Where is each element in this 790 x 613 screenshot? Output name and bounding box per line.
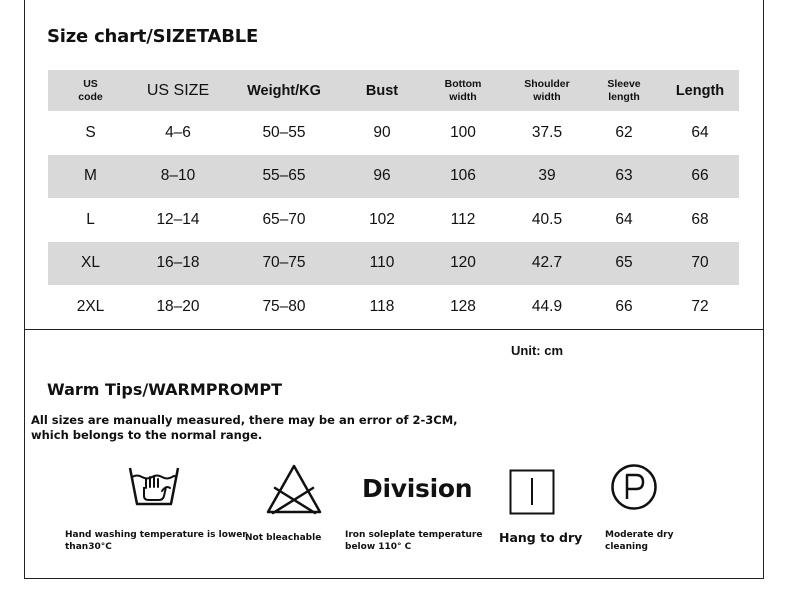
- no-bleach-icon: [265, 463, 323, 515]
- iron-caption: [345, 529, 482, 553]
- cell-code: L: [86, 210, 95, 228]
- warm-tips-title: Warm Tips/WARMPROMPT: [47, 380, 282, 399]
- measurement-note-line1: All sizes are manually measured, there may be an error of 2-3CM,: [31, 413, 458, 427]
- cell-shoulder: 42.7: [531, 254, 563, 272]
- division-label: Division: [362, 474, 473, 503]
- cell-length: 68: [691, 210, 709, 228]
- cell-bust: 102: [369, 210, 395, 228]
- table-header-row: [48, 70, 739, 111]
- cell-bust: 90: [373, 123, 391, 141]
- dry-clean-icon: [610, 463, 658, 511]
- dry-clean-caption-line1: Moderate dry: [605, 530, 674, 540]
- cell-bottom: 120: [450, 254, 476, 272]
- cell-us-size: 4–6: [165, 123, 191, 141]
- hang-dry-caption: Hang to dry: [499, 530, 583, 545]
- cell-sleeve: 64: [615, 210, 633, 228]
- cell-code: M: [84, 167, 97, 185]
- cell-weight: 65–70: [262, 210, 306, 228]
- header-shoulder-width-label: Shoulder width: [524, 77, 570, 103]
- cell-shoulder: 37.5: [531, 123, 563, 141]
- header-sleeve-length-label: Sleeve length: [607, 77, 641, 103]
- size-chart-title: Size chart/SIZETABLE: [47, 26, 259, 47]
- cell-sleeve: 66: [615, 297, 633, 315]
- no-bleach-caption: Not bleachable: [245, 533, 322, 543]
- header-sleeve-length: [587, 70, 661, 111]
- dry-clean-caption: [605, 529, 673, 553]
- cell-us-size: 8–10: [160, 167, 196, 185]
- cell-weight: 55–65: [262, 167, 306, 185]
- cell-code: 2XL: [76, 297, 105, 315]
- cell-shoulder: 39: [538, 167, 556, 185]
- measurement-note-line2: which belongs to the normal range.: [31, 428, 263, 442]
- unit-label: Unit: cm: [511, 343, 563, 358]
- cell-bust: 110: [369, 254, 395, 272]
- cell-bottom: 128: [450, 297, 476, 315]
- cell-sleeve: 63: [615, 167, 633, 185]
- iron-caption-line2: below 110° C: [345, 542, 412, 552]
- header-length: Length: [675, 82, 725, 99]
- cell-weight: 75–80: [262, 297, 306, 315]
- hang-dry-icon: [509, 469, 555, 515]
- dry-clean-caption-line2: cleaning: [605, 542, 648, 552]
- cell-shoulder: 40.5: [531, 210, 563, 228]
- table-row: [48, 155, 739, 199]
- cell-code: XL: [81, 254, 100, 272]
- cell-sleeve: 62: [615, 123, 633, 141]
- cell-code: S: [85, 123, 96, 141]
- header-bust: Bust: [365, 82, 399, 99]
- cell-length: 64: [691, 123, 709, 141]
- hand-wash-icon: [128, 463, 180, 509]
- measurement-note: [31, 413, 458, 443]
- header-bottom-width-label: Bottom width: [444, 77, 482, 103]
- header-us-code-label: US code: [78, 77, 103, 103]
- cell-length: 66: [691, 167, 709, 185]
- cell-bottom: 106: [450, 167, 476, 185]
- cell-bottom: 112: [450, 210, 476, 228]
- cell-us-size: 18–20: [156, 297, 200, 315]
- table-row: [48, 285, 739, 329]
- hand-wash-caption: [65, 529, 247, 553]
- header-us-code: [48, 70, 133, 111]
- table-row: [48, 198, 739, 242]
- hand-wash-caption-line1: Hand washing temperature is lower: [65, 530, 247, 540]
- cell-bottom: 100: [450, 123, 476, 141]
- cell-weight: 70–75: [262, 254, 306, 272]
- cell-us-size: 16–18: [156, 254, 200, 272]
- table-row: [48, 242, 739, 286]
- cell-bust: 96: [373, 167, 391, 185]
- cell-length: 72: [691, 297, 709, 315]
- hand-wash-caption-line2: than30°C: [65, 542, 112, 552]
- cell-weight: 50–55: [262, 123, 306, 141]
- cell-shoulder: 44.9: [531, 297, 563, 315]
- cell-sleeve: 65: [615, 254, 633, 272]
- cell-bust: 118: [369, 297, 395, 315]
- header-shoulder-width: [507, 70, 587, 111]
- cell-us-size: 12–14: [156, 210, 200, 228]
- iron-caption-line1: Iron soleplate temperature: [345, 530, 483, 540]
- header-weight: Weight/KG: [247, 82, 321, 99]
- header-us-size: US SIZE: [146, 81, 210, 99]
- cell-length: 70: [691, 254, 709, 272]
- size-table: [48, 70, 739, 329]
- table-row: [48, 111, 739, 155]
- header-bottom-width: [419, 70, 507, 111]
